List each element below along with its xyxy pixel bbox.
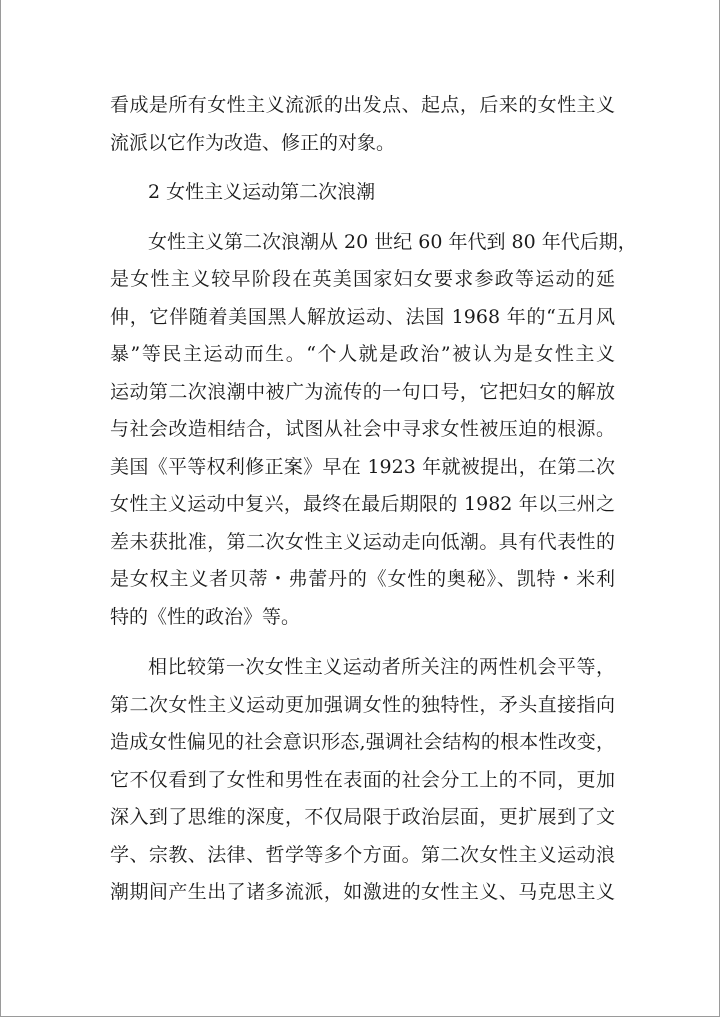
text-line: 差未获批准，第二次女性主义运动走向低潮。具有代表性的	[110, 530, 615, 553]
text-line: 特的《性的政治》等。	[110, 605, 301, 628]
text-line: 深入到了思维的深度，不仅局限于政治层面，更扩展到了文	[110, 806, 615, 828]
text-line: 是女权主义者贝蒂・弗蕾丹的《女性的奥秘》、凯特・米利	[110, 568, 615, 590]
text-line: 流派以它作为改造、修正的对象。	[110, 131, 396, 154]
text-line: 是女性主义较早阶段在英美国家妇女要求参政等运动的延	[110, 268, 615, 290]
text-line: 造成女性偏见的社会意识形态,强调社会结构的根本性改变，	[110, 731, 615, 753]
paragraph-comparison	[110, 649, 615, 912]
text-line: 与社会改造相结合，试图从社会中寻求女性被压迫的根源。	[110, 418, 615, 440]
paragraph-continuation	[110, 87, 615, 162]
paragraph-second-wave	[110, 224, 637, 637]
text-line: 它不仅看到了女性和男性在表面的社会分工上的不同，更加	[110, 768, 615, 791]
text-line: 美国《平等权利修正案》早在 1923 年就被提出，在第二次	[110, 455, 615, 478]
text-line: 看成是所有女性主义流派的出发点、起点，后来的女性主义	[110, 94, 615, 116]
text-line: 女性主义运动中复兴，最终在最后期限的 1982 年以三州之	[110, 493, 615, 515]
body-text	[110, 87, 637, 912]
text-line: 相比较第一次女性主义运动者所关注的两性机会平等，	[148, 656, 615, 678]
text-line: 第二次女性主义运动更加强调女性的独特性，矛头直接指向	[110, 693, 615, 716]
text-line: 运动第二次浪潮中被广为流传的一句口号，它把妇女的解放	[110, 380, 615, 403]
text-line: 伸，它伴随着美国黑人解放运动、法国 1968 年的“五月风	[110, 305, 615, 328]
text-line: 学、宗教、法律、哲学等多个方面。第二次女性主义运动浪	[110, 843, 615, 866]
text-line: 女性主义第二次浪潮从 20 世纪 60 年代到 80 年代后期，	[148, 230, 637, 253]
paragraph-gap	[110, 636, 615, 649]
text-line: 暴”等民主运动而生。“个人就是政治”被认为是女性主义	[110, 343, 615, 365]
section-heading: 2 女性主义运动第二次浪潮	[148, 181, 376, 203]
text-line: 潮期间产生出了诸多流派，如激进的女性主义、马克思主义	[110, 881, 615, 903]
